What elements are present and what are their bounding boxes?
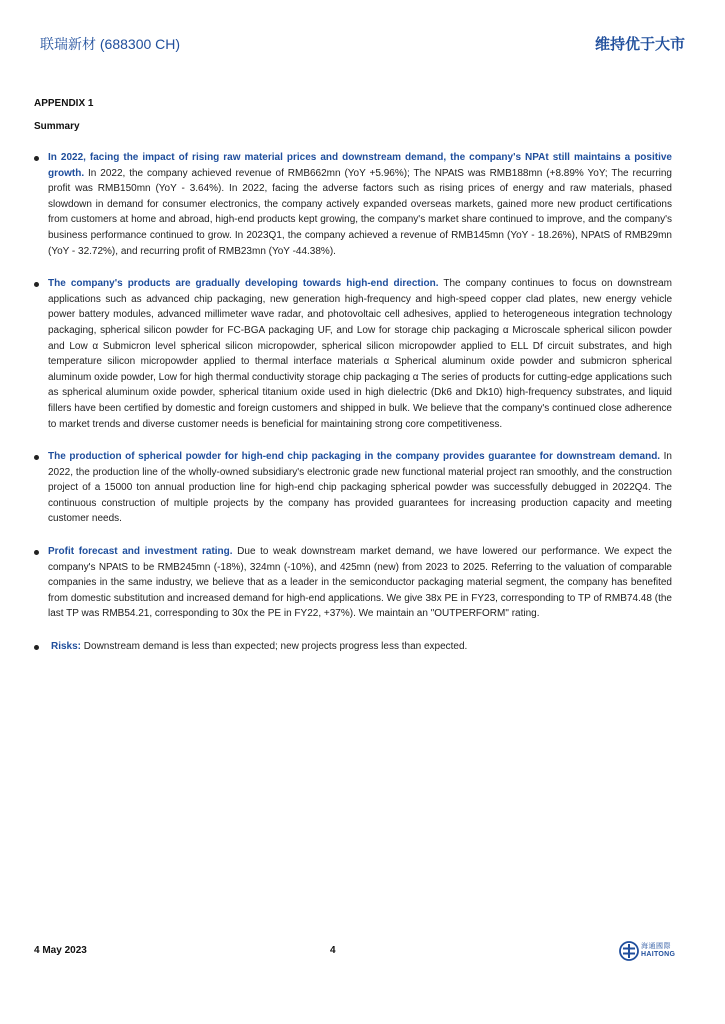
bullet-dot-icon — [34, 455, 39, 460]
bullet-lead: Risks: — [51, 641, 82, 653]
bullet-lead: In 2022, facing the impact of rising raw material prices and downstream demand, the company's NPAt still maintains a positive growth. — [48, 152, 672, 179]
bullet-risks — [34, 639, 672, 655]
company-ticker: 联瑞新材 (688300 CH) — [40, 36, 181, 52]
bullet-forecast — [34, 544, 672, 622]
bullet-body: The company continues to focus on downstream applications such as advanced chip packaging, new generation high-frequency and high-speed copper clad plates, new energy vehicle power battery modules, advanced millimeter wave radar, and photovoltaic cell adhesives, applied to heterogeneous integration technology packaging, spherical silicon powder for FC-BGA packaging UF, and Low for storage chip packaging α Microscale spherical silicon powder and Low α Submicron level spherical silicon micropowder, spherical silicon micropowder applied to ELL Df circuit substrates, and high temperature silicon micropowder applied to thermal interface materials α Spherical aluminum oxide powder and submicron spherical aluminum oxide powder, Low for high thermal conductivity storage chip packaging α The series of products for cutting-edge applications such as spherical aluminum oxide powder, spherical titanium oxide used in high dielectric (Dk6 and Dk10) high-frequency substrates, and liquid fillers have been certified by domestic and foreign customers and shipped in bulk. We believe that the company's continued close adherence to market trends and diverse customer needs is beneficial for maintaining strong core competitiveness. — [48, 278, 673, 430]
bullet-products — [34, 276, 672, 432]
bullet-body: In 2022, the company achieved revenue of RMB662mn (YoY +5.96%); The NPAtS was RMB188mn (+8.89% YoY; The recurring profit was RMB150mn (YoY - 3.64%). In 2022, facing the adverse factors such as rising prices of energy and raw materials, phased slowdown in demand for consumer electronics, the company actively expanded overseas markets, gained more new product certifications from customers at home and abroad, high-end products kept growing, the company's market share continued to improve, and the company's business performance continued to grow. In 2023Q1, the company achieved a revenue of RMB145mn (YoY - 18.26%), NPAtS of RMB29mn (YoY - 32.72%), and recurring profit of RMB23mn (YoY -44.38%). — [48, 167, 672, 257]
bullet-body: In 2022, the production line of the wholly-owned subsidiary's electronic grade new functional material project ran smoothly, and the construction project of a 15000 ton annual production line for high-end chip packaging spherical powder was successfully debugged in 2022Q4. The continuous construction of multiple projects by the company has provided guarantees for increasing production capacity and meeting customer needs. — [48, 451, 672, 525]
bullet-dot-icon — [34, 550, 39, 555]
section-title: APPENDIX 1 — [34, 98, 94, 109]
summary-bullets — [34, 150, 672, 655]
bullet-lead: Profit forecast and investment rating. — [48, 546, 233, 558]
section-subtitle: Summary — [34, 121, 80, 132]
bullet-body: Downstream demand is less than expected; new projects progress less than expected. — [81, 641, 468, 653]
haitong-logo-icon — [619, 941, 639, 961]
main-content — [34, 98, 672, 672]
bullet-dot-icon — [34, 645, 39, 650]
logo-text-en: HAITONG — [641, 951, 676, 958]
bullet-lead: The company's products are gradually developing towards high-end direction. — [48, 278, 439, 290]
bullet-body: Due to weak downstream market demand, we have lowered our performance. We expect the company's NPAtS to be RMB245mn (-18%), 324mn (-10%), and 425mn (new) from 2023 to 2025. Referring to the valuation of comparable companies in the same industry, we believe that as a leader in the semiconductor packaging material segment, the company has benefited from domestic substitution and increased demand for high-end applications. We give 38x PE in FY23, corresponding to TP of RMB74.48 (the last TP was RMB54.21, corresponding to 30x the PE in FY22, +37%). We maintain an "OUTPERFORM" rating. — [48, 546, 672, 620]
report-date: 4 May 2023 — [34, 945, 87, 956]
logo-text-cn: 海通國際 — [641, 943, 671, 950]
page-footer — [0, 935, 725, 975]
bullet-dot-icon — [34, 156, 39, 161]
page-header — [0, 0, 725, 70]
haitong-logo — [619, 940, 679, 964]
bullet-production — [34, 449, 672, 527]
bullet-lead: The production of spherical powder for high-end chip packaging in the company provides guarantee for downstream demand. — [48, 451, 661, 463]
bullet-growth — [34, 150, 672, 259]
bullet-dot-icon — [34, 282, 39, 287]
page-number: 4 — [330, 945, 336, 956]
rating-tag: 维持优于大市 — [594, 36, 685, 53]
